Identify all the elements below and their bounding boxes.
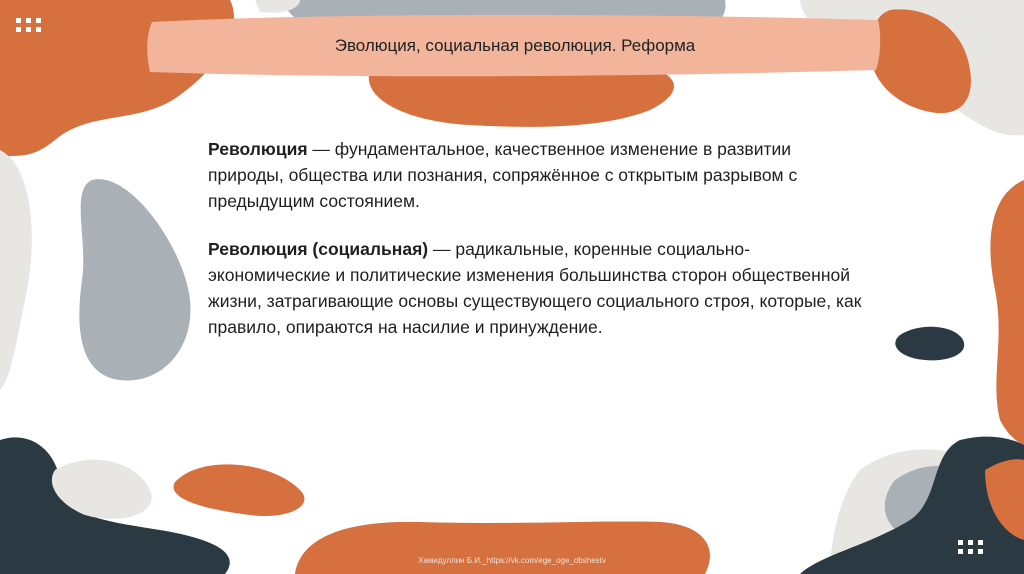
orange-blob-right [990, 180, 1024, 445]
footer-credit: Хамидуллин Б.И._https://vk.com/ege_oge_obshestv [418, 556, 606, 565]
definition-term: Революция (социальная) [208, 239, 429, 259]
light-gray-blob-left [0, 150, 32, 390]
gray-teardrop-left [79, 179, 190, 380]
orange-blob-bottom-center [295, 522, 710, 574]
definition-text: — фундаментальное, качественное изменение в развитии природы, общества или познания, сопряжённое с открытым разрывом с предыдущим состоянием. [208, 139, 798, 211]
dots-grid-icon [958, 540, 983, 554]
definition-term: Революция [208, 139, 308, 159]
definition-text: — радикальные, коренные социально-экономические и политические изменения большинства сторон общественной жизни, затрагивающие основы существующего социального строя, которые, как правило, опираются на насилие и принуждение. [208, 239, 862, 337]
definition-revolution [208, 136, 868, 214]
definition-social-revolution [208, 236, 868, 340]
dots-grid-icon [16, 18, 41, 32]
slide-title: Эволюция, социальная революция. Реформа [334, 36, 696, 55]
orange-blob-bottom [174, 464, 305, 516]
definitions-block [208, 136, 868, 362]
dark-blob-right [895, 327, 964, 361]
